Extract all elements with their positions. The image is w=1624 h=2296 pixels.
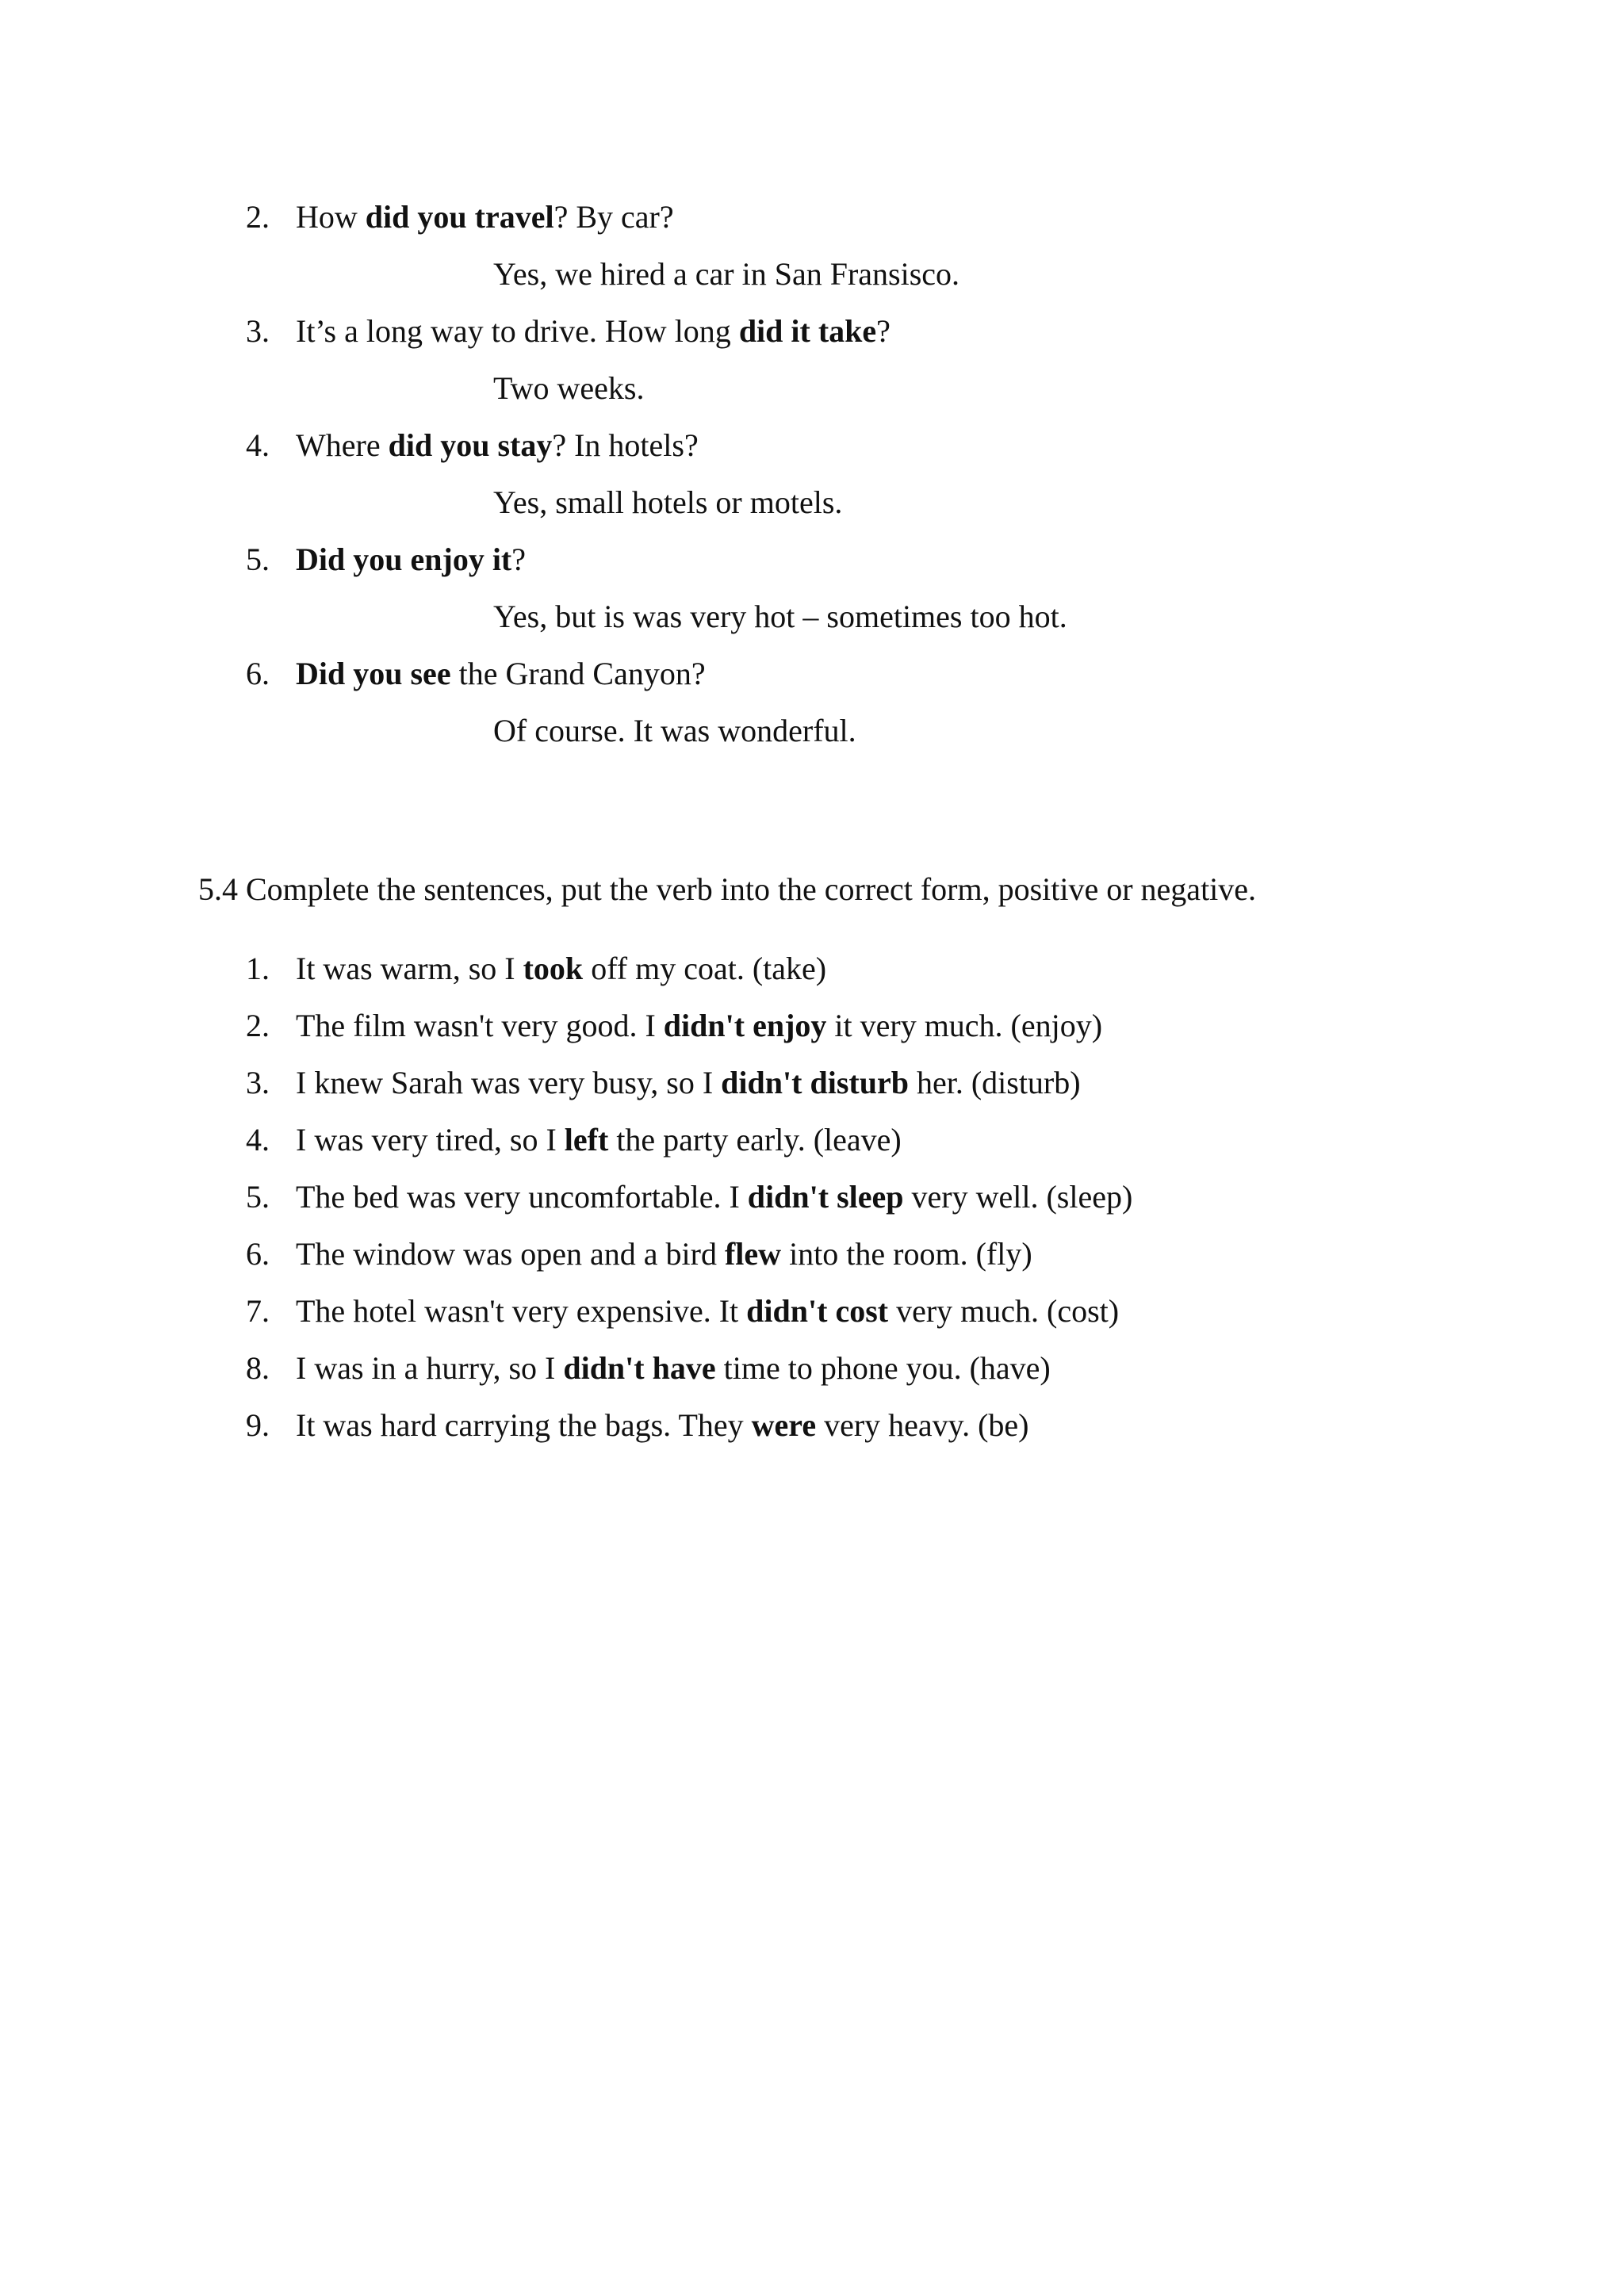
sentence-text: The bed was very uncomfortable. I didn't sleep very well. (sleep)	[296, 1179, 1133, 1215]
sentence-text: It was warm, so I took off my coat. (take)	[296, 951, 827, 986]
item-number: 5.	[246, 541, 270, 577]
question-text: How did you travel? By car?	[296, 199, 674, 235]
exercise-heading: 5.4 Complete the sentences, put the verb into the correct form, positive or negative.	[198, 871, 1257, 907]
answer-text: Yes, small hotels or motels.	[493, 484, 843, 520]
question-text: It’s a long way to drive. How long did it take?	[296, 313, 891, 349]
question-text: Did you see the Grand Canyon?	[296, 656, 706, 691]
sentence-text: The hotel wasn't very expensive. It didn't cost very much. (cost)	[296, 1293, 1120, 1329]
sentence-text: The film wasn't very good. I didn't enjoy it very much. (enjoy)	[296, 1008, 1103, 1043]
sentence-text: I knew Sarah was very busy, so I didn't disturb her. (disturb)	[296, 1065, 1081, 1100]
item-number: 9.	[246, 1407, 270, 1443]
item-number: 5.	[246, 1179, 270, 1215]
item-number: 1.	[246, 951, 270, 986]
answer-text: Two weeks.	[493, 370, 645, 406]
item-number: 6.	[246, 656, 270, 691]
item-number: 6.	[246, 1236, 270, 1272]
item-number: 8.	[246, 1350, 270, 1386]
question-text: Where did you stay? In hotels?	[296, 427, 699, 463]
sentence-text: I was very tired, so I left the party early. (leave)	[296, 1122, 902, 1158]
item-number: 4.	[246, 1122, 270, 1158]
question-text: Did you enjoy it?	[296, 541, 527, 577]
item-number: 4.	[246, 427, 270, 463]
item-number: 3.	[246, 1065, 270, 1100]
answer-text: Yes, but is was very hot – sometimes too hot.	[493, 599, 1067, 634]
item-number: 3.	[246, 313, 270, 349]
sentence-text: The window was open and a bird flew into the room. (fly)	[296, 1236, 1032, 1272]
item-number: 2.	[246, 1008, 270, 1043]
sentence-text: It was hard carrying the bags. They were very heavy. (be)	[296, 1407, 1029, 1443]
item-number: 7.	[246, 1293, 270, 1329]
sentence-text: I was in a hurry, so I didn't have time to phone you. (have)	[296, 1350, 1051, 1386]
answer-text: Yes, we hired a car in San Fransisco.	[493, 256, 960, 292]
item-number: 2.	[246, 199, 270, 235]
answer-text: Of course. It was wonderful.	[493, 713, 856, 748]
